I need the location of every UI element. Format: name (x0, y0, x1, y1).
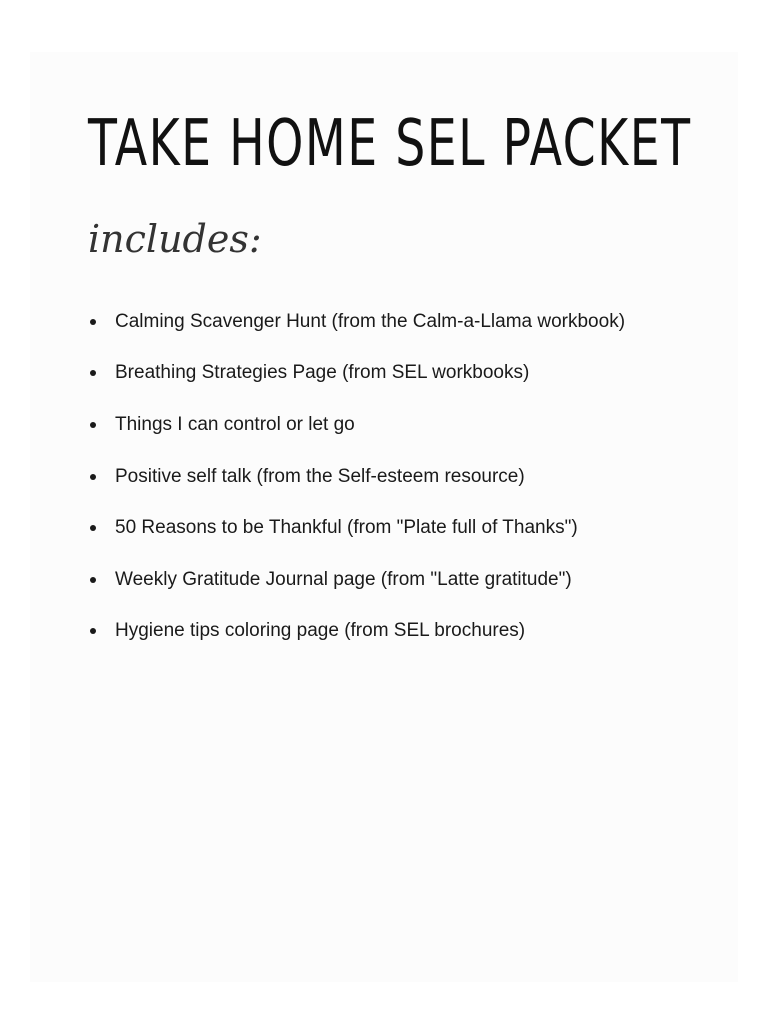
list-item (88, 296, 728, 348)
list-item (88, 606, 728, 658)
list-item (88, 451, 728, 503)
list-item (88, 399, 728, 451)
list-item-text: Hygiene tips coloring page (from SEL brochures) (115, 620, 526, 642)
list-item-text: Positive self talk (from the Self-esteem resource) (115, 465, 525, 487)
list-item-text: Weekly Gratitude Journal page (from "Latte gratitude") (115, 568, 572, 590)
bullet-icon (90, 628, 96, 634)
bullet-icon (90, 370, 96, 376)
bullet-icon (90, 422, 96, 428)
list-item-text: Things I can control or let go (115, 413, 355, 435)
list-item (88, 502, 728, 554)
list-item (88, 348, 728, 400)
includes-heading: includes: (88, 217, 262, 261)
list-item (88, 554, 728, 606)
bullet-icon (90, 319, 96, 325)
bullet-icon (90, 474, 96, 480)
bullet-icon (90, 577, 96, 583)
list-item-text: Calming Scavenger Hunt (from the Calm-a-Llama workbook) (115, 310, 626, 332)
page-title: TAKE HOME SEL PACKET (88, 107, 692, 181)
bullet-icon (90, 525, 96, 531)
includes-list (88, 296, 728, 657)
list-item-text: Breathing Strategies Page (from SEL workbooks) (115, 362, 530, 384)
list-item-text: 50 Reasons to be Thankful (from "Plate full of Thanks") (115, 517, 578, 539)
